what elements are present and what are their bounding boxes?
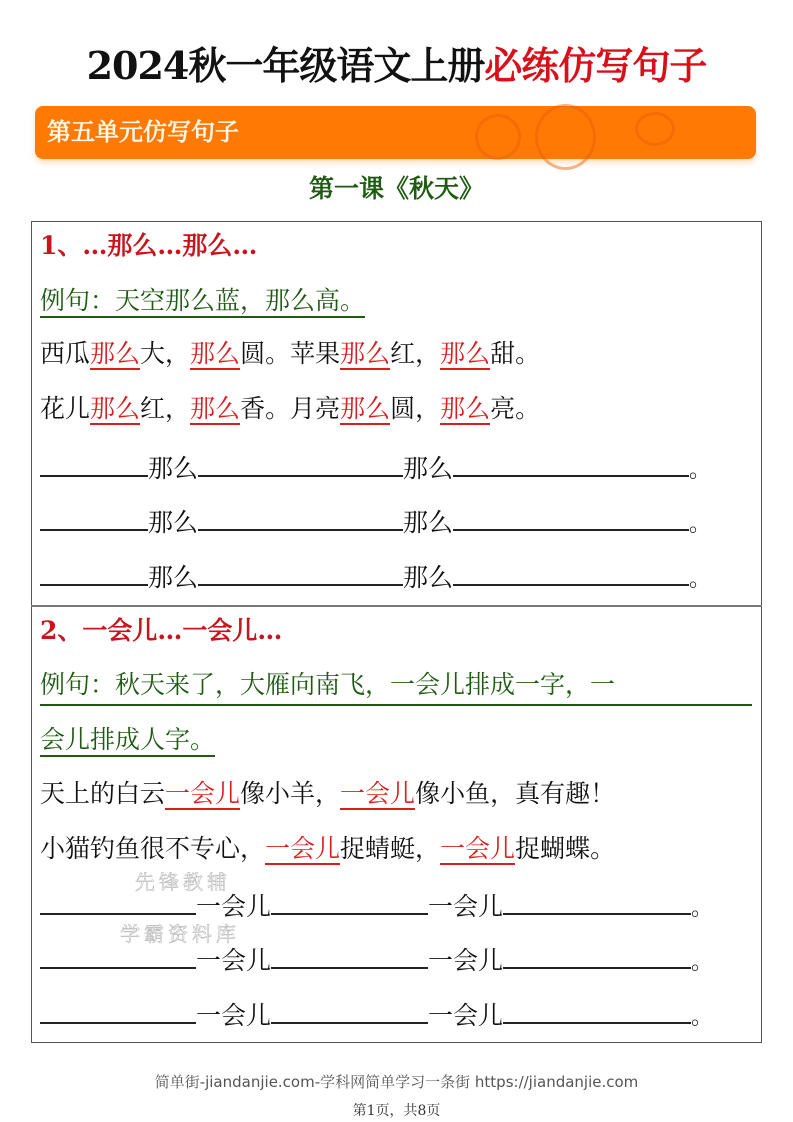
section-divider [31,605,762,607]
page-number: 第1页，共8页 [352,1103,441,1119]
sentence-text: 大， [140,339,191,368]
section2-fill-row [40,996,713,1036]
keyword-label: 一会儿 [196,946,272,975]
period: 。 [691,1005,714,1030]
title-highlight: 必练仿写句子 [484,43,707,88]
fill-blank[interactable] [40,941,196,969]
keyword-label: 那么 [148,563,199,592]
fill-blank[interactable] [40,558,148,586]
sentence-text: 甜。 [490,339,541,368]
fill-blank[interactable] [40,449,148,477]
fill-blank[interactable] [198,558,403,586]
keyword-label: 一会儿 [196,892,272,921]
section1-fill-row [40,449,711,489]
sentence-text: 花儿 [40,394,91,423]
keyword-label: 一会儿 [196,1001,272,1030]
keyword: 那么 [340,339,391,368]
fill-blank[interactable] [198,449,403,477]
section2-fill-row [40,941,713,981]
page-title [0,40,793,92]
keyword: 一会儿 [165,779,241,808]
keyword: 那么 [440,394,491,423]
sentence-text: 捉蜻蜓， [340,834,441,863]
sentence-text: 圆。苹果 [240,339,341,368]
fill-blank[interactable] [271,996,428,1024]
unit-banner [35,106,756,159]
keyword: 那么 [90,394,141,423]
section1-heading: 1、…那么…那么… [40,231,258,260]
section1-fill-row [40,503,711,543]
fill-blank[interactable] [271,887,428,915]
keyword: 一会儿 [265,834,341,863]
sentence-text: 红， [140,394,191,423]
section2-example-line1: 例句：秋天来了，大雁向南飞，一会儿排成一字，一 [40,667,752,706]
fill-blank[interactable] [503,941,691,969]
keyword: 一会儿 [340,779,416,808]
section2-sentence-2 [40,831,615,867]
sentence-text: 像小羊， [240,779,341,808]
fill-blank[interactable] [40,503,148,531]
fill-blank[interactable] [453,503,689,531]
section1-example: 例句：天空那么蓝，那么高。 [40,286,365,318]
keyword-label: 那么 [148,508,199,537]
section2-sentence-1 [40,776,615,812]
fill-blank[interactable] [453,449,689,477]
keyword: 一会儿 [440,834,516,863]
section2-example-row-1 [40,667,752,706]
period: 。 [689,458,712,483]
period: 。 [691,896,714,921]
unit-title: 第五单元仿写句子 [47,117,239,146]
banner-decoration-icon [635,112,675,146]
sentence-text: 天上的白云 [40,779,166,808]
watermark-text: 先锋教辅 [135,870,231,894]
period: 。 [691,950,714,975]
fill-blank[interactable] [271,941,428,969]
section2-heading: 2、一会儿…一会儿… [40,616,283,645]
keyword-label: 那么 [403,563,454,592]
sentence-text: 像小鱼，真有趣！ [415,779,616,808]
footer-site-link[interactable]: 简单街-jiandanjie.com-学科网简单学习一条街 https://jiandanjie.com [154,1073,639,1091]
keyword-label: 一会儿 [428,892,504,921]
section1-sentence-2 [40,391,540,427]
period: 。 [689,512,712,537]
keyword-label: 一会儿 [428,1001,504,1030]
sentence-text: 香。月亮 [240,394,341,423]
section1-sentence-1 [40,336,540,372]
fill-blank[interactable] [40,996,196,1024]
keyword: 那么 [90,339,141,368]
section1-example-row [40,283,365,319]
fill-blank[interactable] [453,558,689,586]
keyword: 那么 [340,394,391,423]
sentence-text: 圆， [390,394,441,423]
section2-example-line2: 会儿排成人字。 [40,725,215,757]
fill-blank[interactable] [198,503,403,531]
sentence-text: 捉蝴蝶。 [515,834,616,863]
banner-decoration-icon [475,114,521,160]
period: 。 [689,567,712,592]
sentence-text: 红， [390,339,441,368]
keyword-label: 一会儿 [428,946,504,975]
fill-blank[interactable] [503,996,691,1024]
section2-example-row-2 [40,722,215,758]
keyword: 那么 [440,339,491,368]
section2-fill-row [40,887,713,927]
title-main: 2024秋一年级语文上册 [86,43,485,88]
fill-blank[interactable] [40,887,196,915]
keyword-label: 那么 [403,508,454,537]
keyword: 那么 [190,339,241,368]
section1-fill-row [40,558,711,598]
banner-decoration-icon [535,104,596,170]
fill-blank[interactable] [503,887,691,915]
sentence-text: 西瓜 [40,339,91,368]
watermark-text: 学霸资料库 [120,922,240,946]
keyword: 那么 [190,394,241,423]
lesson-title: 第一课《秋天》 [308,174,484,203]
keyword-label: 那么 [148,454,199,483]
sentence-text: 小猫钓鱼很不专心， [40,834,266,863]
sentence-text: 亮。 [490,394,541,423]
keyword-label: 那么 [403,454,454,483]
